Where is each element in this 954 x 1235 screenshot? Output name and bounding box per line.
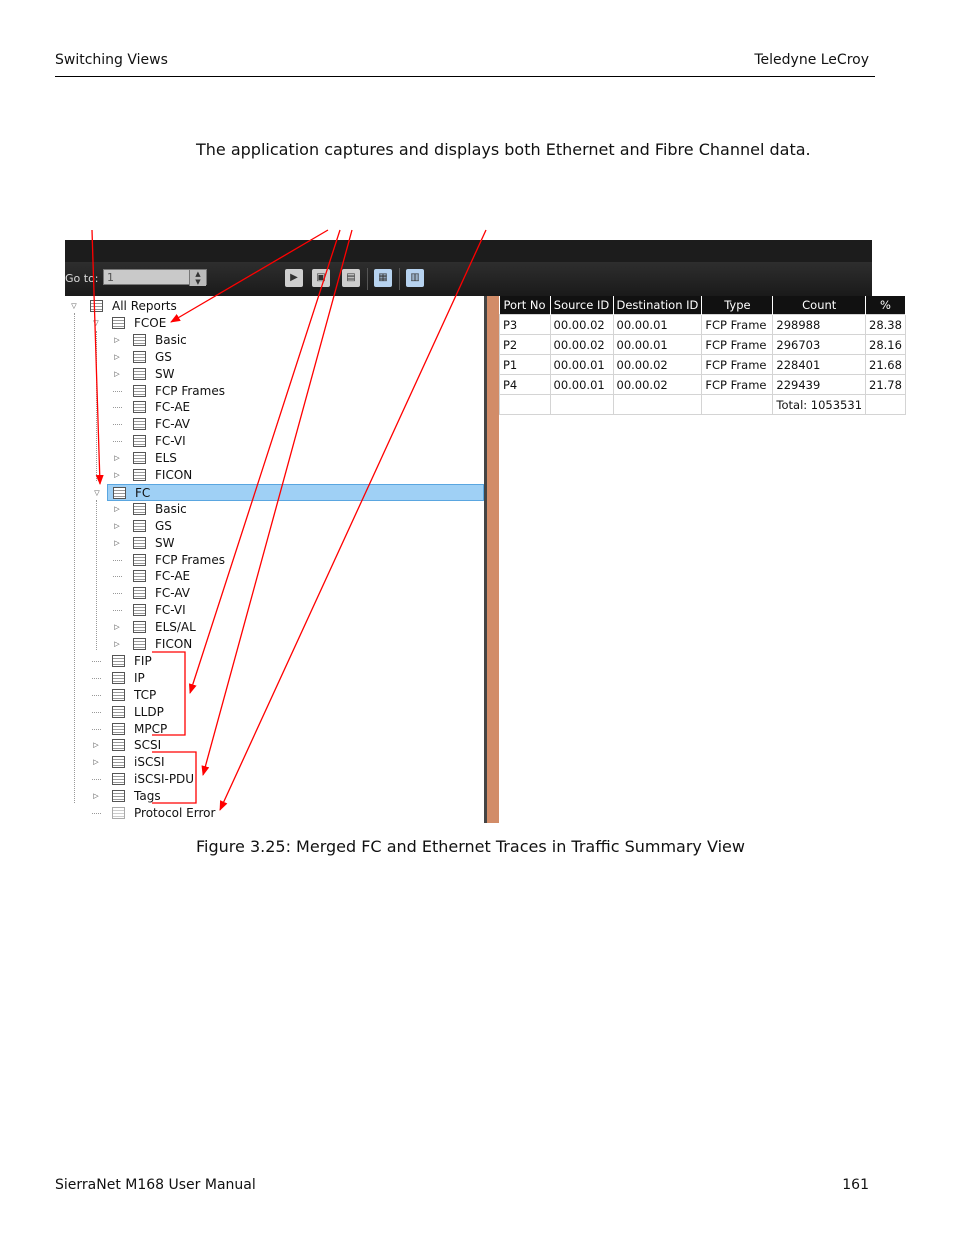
collapse-icon[interactable]: ▽ — [94, 488, 100, 497]
tree-item[interactable] — [65, 433, 484, 450]
table-cell — [866, 395, 906, 415]
window-titlebar — [65, 240, 872, 262]
traffic-summary-table — [499, 296, 906, 415]
table-cell: 00.00.02 — [613, 375, 702, 395]
collapse-icon[interactable]: ▽ — [71, 302, 77, 310]
table-cell: FCP Frame — [702, 355, 773, 375]
report-icon — [112, 756, 125, 768]
table-cell: 00.00.01 — [613, 335, 702, 355]
tree-item-label: FC-AE — [155, 400, 191, 415]
tree-item-label: GS — [155, 349, 172, 364]
tree-item-label: FIP — [134, 653, 152, 668]
report-icon — [133, 401, 146, 413]
report-icon — [112, 739, 125, 751]
report-icon — [112, 807, 125, 819]
play-button[interactable] — [285, 269, 303, 287]
report-icon — [112, 723, 125, 735]
tree-item[interactable] — [65, 788, 484, 805]
header-rule — [55, 76, 875, 77]
table-cell: 00.00.01 — [550, 375, 613, 395]
tree-item[interactable] — [65, 552, 484, 569]
expand-icon[interactable]: ▷ — [93, 741, 99, 750]
expand-icon[interactable]: ▷ — [114, 623, 120, 632]
column-header[interactable]: Destination ID — [613, 296, 702, 315]
report-icon — [133, 452, 146, 464]
tree-connector — [92, 712, 101, 713]
tree-item-label: iSCSI-PDU — [134, 772, 195, 787]
table-cell — [613, 395, 702, 415]
tree-item-label: SCSI — [134, 738, 162, 753]
tree-item-label: FC-AV — [155, 417, 190, 432]
tree-item[interactable] — [65, 332, 484, 349]
play-icon: ▶ — [290, 272, 298, 283]
tree-item[interactable] — [65, 721, 484, 738]
column-header[interactable]: Count — [773, 296, 866, 315]
tree-item-label: All Reports — [112, 299, 177, 313]
report-icon — [133, 503, 146, 515]
export-button[interactable] — [406, 269, 424, 287]
table-cell — [550, 395, 613, 415]
column-header[interactable]: % — [866, 296, 906, 315]
tree-connector — [113, 560, 122, 561]
report-icon — [133, 334, 146, 346]
tree-item-label: LLDP — [134, 704, 164, 719]
tree-item[interactable] — [65, 636, 484, 653]
column-header[interactable]: Port No — [500, 296, 551, 315]
tree-connector — [113, 593, 122, 594]
tree-connector — [92, 729, 101, 730]
table-cell: 00.00.02 — [550, 315, 613, 335]
toolbar — [65, 262, 872, 296]
toolbar-separator — [367, 268, 368, 290]
summary-panel — [499, 296, 902, 823]
table-row[interactable] — [500, 315, 906, 335]
table-cell: 298988 — [773, 315, 866, 335]
expand-icon[interactable]: ▷ — [114, 352, 120, 361]
tree-item-label: FICON — [155, 468, 193, 482]
expand-icon[interactable]: ▷ — [114, 521, 120, 530]
report-icon — [90, 300, 103, 312]
table-header-row — [500, 296, 906, 315]
print-button[interactable] — [342, 269, 360, 287]
tree-connector — [113, 576, 122, 577]
tree-item-label: FCOE — [134, 315, 167, 330]
tree-item[interactable] — [94, 484, 484, 501]
table-cell — [500, 395, 551, 415]
table-cell: 21.78 — [866, 375, 906, 395]
expand-icon[interactable]: ▷ — [114, 335, 120, 344]
tree-item[interactable] — [65, 450, 484, 467]
tree-connector — [113, 407, 122, 408]
tree-connector — [92, 779, 101, 780]
table-cell: 228401 — [773, 355, 866, 375]
pane-splitter[interactable] — [487, 296, 499, 823]
report-icon — [133, 638, 146, 650]
collapse-icon[interactable]: ▽ — [93, 318, 99, 327]
total-count: Total: 1053531 — [773, 395, 866, 415]
expand-icon[interactable]: ▷ — [114, 454, 120, 463]
tree-item[interactable] — [65, 602, 484, 619]
report-icon — [133, 554, 146, 566]
tree-item-label: FC — [135, 485, 151, 500]
tree-item[interactable] — [65, 366, 484, 383]
table-cell: 00.00.01 — [613, 315, 702, 335]
tree-connector — [113, 610, 122, 611]
expand-icon[interactable]: ▷ — [114, 538, 120, 547]
tree-item[interactable] — [65, 467, 484, 484]
tree-item[interactable] — [65, 399, 484, 416]
tree-item[interactable] — [65, 754, 484, 771]
tree-item[interactable] — [65, 568, 484, 585]
save-icon: ▣ — [316, 272, 326, 283]
table-row[interactable] — [500, 375, 906, 395]
report-tree — [65, 296, 485, 823]
tree-item[interactable] — [65, 771, 484, 788]
tree-item[interactable] — [65, 737, 484, 754]
table-cell: FCP Frame — [702, 375, 773, 395]
page-header-left: Switching Views — [55, 52, 168, 68]
tree-item[interactable] — [65, 383, 484, 400]
tree-item-label: iSCSI — [134, 755, 165, 770]
report-icon — [133, 570, 146, 582]
table-cell: 00.00.02 — [613, 355, 702, 375]
tree-item[interactable] — [65, 670, 484, 687]
report-icon — [133, 351, 146, 363]
goto-label: Go to: — [65, 272, 99, 285]
tree-item-label: FC-VI — [155, 603, 186, 618]
expand-icon[interactable]: ▷ — [93, 758, 99, 767]
table-cell: P4 — [500, 375, 551, 395]
report-icon — [133, 621, 146, 633]
tree-item-label: TCP — [134, 687, 157, 702]
tree-connector — [92, 695, 101, 696]
report-icon — [112, 773, 125, 785]
report-icon — [133, 469, 146, 481]
report-icon — [133, 537, 146, 549]
report-icon — [112, 672, 125, 684]
report-icon — [113, 487, 126, 499]
report-icon — [133, 385, 146, 397]
tree-item[interactable] — [65, 298, 484, 315]
report-icon — [133, 418, 146, 430]
tree-item-label: ELS — [155, 451, 177, 466]
save-button[interactable] — [312, 269, 330, 287]
tree-connector — [92, 661, 101, 662]
toolbar-separator — [399, 268, 400, 290]
tree-item[interactable] — [65, 619, 484, 636]
tree-item-label: FC-VI — [155, 434, 186, 449]
tree-item[interactable] — [65, 704, 484, 721]
table-cell: 28.38 — [866, 315, 906, 335]
tree-connector — [113, 424, 122, 425]
tree-item[interactable] — [65, 349, 484, 366]
expand-icon[interactable]: ▷ — [114, 369, 120, 378]
tree-item-label: SW — [155, 535, 175, 550]
table-cell: 00.00.01 — [550, 355, 613, 375]
grid-button[interactable] — [374, 269, 392, 287]
table-row[interactable] — [500, 335, 906, 355]
grid-icon: ▦ — [378, 272, 388, 283]
tree-item-label: GS — [155, 518, 172, 533]
table-cell — [702, 395, 773, 415]
table-cell: P2 — [500, 335, 551, 355]
report-icon — [112, 790, 125, 802]
table-cell: 21.68 — [866, 355, 906, 375]
report-icon — [133, 587, 146, 599]
report-icon — [133, 368, 146, 380]
tree-item[interactable] — [65, 585, 484, 602]
page-header-right: Teledyne LeCroy — [754, 52, 869, 68]
tree-item-label: MPCP — [134, 721, 168, 736]
tree-item-label: FC-AV — [155, 586, 190, 601]
tree-connector — [92, 678, 101, 679]
expand-icon[interactable]: ▷ — [114, 504, 120, 513]
tree-item[interactable] — [65, 805, 484, 822]
table-cell: P3 — [500, 315, 551, 335]
tree-guide — [96, 500, 97, 650]
table-cell: 229439 — [773, 375, 866, 395]
report-icon — [133, 435, 146, 447]
tree-connector — [92, 813, 101, 814]
tree-guide — [96, 331, 97, 481]
report-icon — [112, 689, 125, 701]
table-cell: P1 — [500, 355, 551, 375]
tree-item-label: ELS/AL — [155, 620, 196, 635]
tree-item[interactable] — [65, 687, 484, 704]
tree-item-label: FCP Frames — [155, 383, 225, 398]
expand-icon[interactable]: ▷ — [114, 640, 120, 648]
page-footer-right: 161 — [842, 1177, 869, 1193]
table-cell: 28.16 — [866, 335, 906, 355]
table-cell: 00.00.02 — [550, 335, 613, 355]
report-icon — [112, 655, 125, 667]
tree-item[interactable] — [65, 535, 484, 552]
tree-item-label: Basic — [155, 332, 187, 347]
tree-item-label: SW — [155, 366, 175, 381]
tree-item-label: IP — [134, 670, 145, 685]
tree-guide — [74, 313, 75, 803]
expand-icon[interactable]: ▷ — [93, 792, 99, 801]
tree-connector — [113, 441, 122, 442]
print-icon: ▤ — [346, 272, 356, 283]
table-cell: FCP Frame — [702, 315, 773, 335]
tree-item-label: Basic — [155, 501, 187, 516]
table-total-row — [500, 395, 906, 415]
tree-item-label: FC-AE — [155, 569, 191, 584]
tree-item-label: Tags — [134, 789, 161, 804]
intro-paragraph: The application captures and displays both Ethernet and Fibre Channel data. — [196, 140, 811, 159]
goto-spinner[interactable]: ▲ ▼ — [189, 270, 206, 286]
report-icon — [112, 706, 125, 718]
column-header[interactable]: Type — [702, 296, 773, 315]
tree-item[interactable] — [65, 315, 484, 332]
report-icon — [133, 520, 146, 532]
table-cell: FCP Frame — [702, 335, 773, 355]
tree-item[interactable] — [65, 501, 484, 518]
tree-item-label: Protocol Error — [134, 806, 216, 820]
tree-connector — [113, 391, 122, 392]
tree-item[interactable] — [65, 653, 484, 670]
table-cell: 296703 — [773, 335, 866, 355]
table-row[interactable] — [500, 355, 906, 375]
app-screenshot — [65, 240, 902, 823]
report-icon — [112, 317, 125, 329]
page-footer-left: SierraNet M168 User Manual — [55, 1177, 256, 1193]
tree-item[interactable] — [65, 518, 484, 535]
tree-item-label: FCP Frames — [155, 552, 225, 567]
tree-item[interactable] — [65, 416, 484, 433]
export-icon: ▥ — [410, 272, 420, 283]
report-icon — [133, 604, 146, 616]
tree-item-label: FICON — [155, 637, 193, 651]
figure-caption: Figure 3.25: Merged FC and Ethernet Traces in Traffic Summary View — [196, 837, 745, 856]
column-header[interactable]: Source ID — [550, 296, 613, 315]
expand-icon[interactable]: ▷ — [114, 471, 120, 479]
